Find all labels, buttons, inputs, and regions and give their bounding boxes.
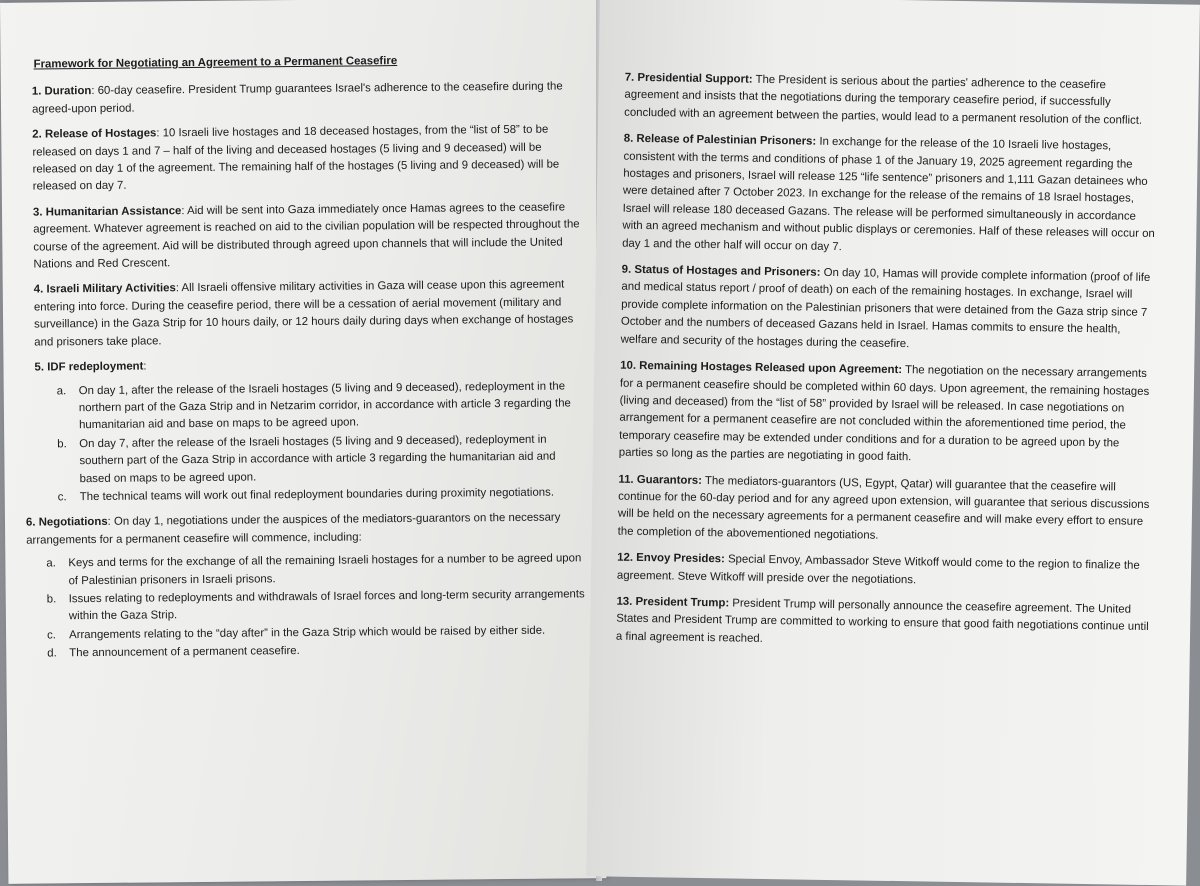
section-text: : 10 Israeli live hostages and 18 deceased hostages, from the “list of 58” to be released on days 1 and 7 – half of the living and deceased hostages (5 living and 9 deceased) will be released on day 1 of the agreement. The remaining half of the hostages (5 living and 9 deceased) will be released on day 7. bbox=[32, 123, 560, 194]
section-duration bbox=[22, 79, 585, 119]
section-text: : On day 1, negotiations under the auspices of the mediators-guarantors on the necessary arrangements for a permanent ceasefire will commence, including: bbox=[26, 511, 561, 547]
list-item bbox=[57, 378, 588, 435]
list-item bbox=[57, 431, 588, 488]
section-heading: 9. Status of Hostages and Prisoners: bbox=[621, 263, 821, 279]
section-envoy-presides bbox=[617, 550, 1151, 593]
list-text: Keys and terms for the exchange of all the remaining Israeli hostages for a number to be agreed upon of Palestinian prisoners in Israeli prisons. bbox=[68, 552, 582, 587]
section-heading: 4. Israeli Military Activities bbox=[33, 282, 176, 297]
list-text: The announcement of a permanent ceasefire. bbox=[69, 645, 300, 660]
section-text: : All Israeli offensive military activities in Gaza will cease upon this agreement entering into force. During the ceasefire period, there will be a cessation of aerial movement (military and surveillance) in the Gaza Strip for 10 hours daily, or 12 hours daily during days when exchange of hostages and prisoners take place. bbox=[33, 278, 574, 349]
section-text: The President is serious about the parties' adherence to the ceasefire agreement and insists that the negotiations during the temporary ceasefire period, if successfully concluded with an agreement between the parties, would lead to a permanent resolution of the conflict. bbox=[624, 73, 1143, 127]
section-presidential-support bbox=[624, 70, 1159, 131]
right-page bbox=[586, 0, 1200, 886]
section-text: : Aid will be sent into Gaza immediately once Hamas agrees to the ceasefire agreement. Whatever agreement is reached on aid to the civilian population will be respected throughout the course of the agreement. Aid will be distributed through agreed upon channels that will include the United Nations and Red Crescent. bbox=[33, 201, 580, 271]
list-item bbox=[58, 484, 589, 507]
section-text: On day 10, Hamas will provide complete information (proof of life and medical status report / proof of death) on each of the remaining hostages. In exchange, Israel will provide complete information on the Palestinian prisoners that were detained from the Gaza strip since 7 October and the numbers of deceased Gazans held in Israel. Hamas commits to ensure the health, welfare and security of the hostages during the ceasefire. bbox=[620, 266, 1151, 350]
section-heading: 7. Presidential Support: bbox=[624, 71, 753, 86]
section-idf-redeployment bbox=[24, 354, 588, 507]
section-release-of-palestinian-prisoners bbox=[622, 131, 1158, 261]
section-humanitarian-assistance bbox=[23, 199, 587, 274]
section-negotiations bbox=[26, 510, 590, 664]
section-status-of-hostages-and-prisoners bbox=[620, 262, 1155, 357]
redeployment-list bbox=[35, 378, 589, 507]
section-heading: 5. IDF redeployment bbox=[34, 360, 144, 374]
section-text: In exchange for the release of the 10 Israeli live hostages, consistent with the terms and conditions of phase 1 of the January 19, 2025 agreement regarding the hostages and prisoners, Israel will release 125 “life sentence” prisoners and 1,111 Gazan detainees who were detained after 7 October 2023. In exchange for the release of the remains of 18 Israel hostages, Israel will release 180 deceased Gazans. The release will be performed simultaneously in accordance with an agreed mechanism and without public displays or ceremonies. Half of these releases will occur on day 1 and the other half will occur on day 7. bbox=[622, 135, 1155, 253]
list-letter: c. bbox=[57, 491, 67, 504]
negotiations-list bbox=[26, 550, 590, 663]
list-text: On day 7, after the release of the Israeli hostages (5 living and 9 deceased), redeployment in southern part of the Gaza Strip in accordance with article 3 regarding the humanitarian aid and based on maps to be agreed upon. bbox=[79, 433, 556, 485]
list-letter: a. bbox=[56, 384, 67, 397]
list-text: Arrangements relating to the “day after” in the Gaza Strip which would be raised by either side. bbox=[69, 624, 546, 642]
list-letter: b. bbox=[46, 593, 57, 606]
document-title: Framework for Negotiating an Agreement to a Permanent Ceasefire bbox=[33, 55, 398, 71]
list-letter: a. bbox=[46, 557, 56, 570]
section-israeli-military-activities bbox=[24, 277, 588, 352]
list-letter: c. bbox=[47, 629, 57, 642]
section-release-of-hostages bbox=[22, 121, 586, 196]
list-text: On day 1, after the release of the Israeli hostages (5 living and 9 deceased), redeployment in the northern part of the Gaza Strip and in Netzarim corridor, in accordance with article 3 regarding the humanitarian aid and base on maps to be agreed upon. bbox=[78, 379, 571, 432]
section-text: Special Envoy, Ambassador Steve Witkoff would come to the region to finalize the agreement. Steve Witkoff will preside over the negotiations. bbox=[616, 553, 1140, 586]
section-guarantors bbox=[617, 471, 1152, 549]
section-heading: 6. Negotiations bbox=[25, 516, 108, 529]
section-president-trump bbox=[616, 594, 1151, 655]
section-heading: 2. Release of Hostages bbox=[32, 127, 157, 141]
section-heading: 8. Release of Palestinian Prisoners: bbox=[623, 132, 817, 148]
list-item bbox=[47, 586, 590, 626]
section-heading: 13. President Trump: bbox=[616, 595, 730, 610]
section-heading: 12. Envoy Presides: bbox=[617, 551, 725, 566]
section-text: : 60-day ceasefire. President Trump guarantees Israel's adherence to the ceasefire during the agreed-upon period. bbox=[31, 80, 563, 116]
section-remaining-hostages-released bbox=[619, 358, 1155, 471]
section-text: The mediators-guarantors (US, Egypt, Qatar) will guarantee that the ceasefire will continue for the 60-day period and for any agreed upon extension, will guarantee that serious discussions will be held on the necessary agreements for a permanent ceasefire and will make every effort to ensure the completion of the abovementioned negotiations. bbox=[617, 474, 1150, 542]
section-heading: 1. Duration bbox=[31, 85, 92, 98]
list-text: The technical teams will work out final redeployment boundaries during proximity negotiations. bbox=[79, 486, 555, 504]
section-heading: 3. Humanitarian Assistance bbox=[32, 204, 182, 219]
list-letter: b. bbox=[57, 437, 67, 451]
section-heading: 11. Guarantors: bbox=[618, 473, 703, 487]
section-text: President Trump will personally announce the ceasefire agreement. The United States and President Trump are committed to working to ensure that good faith negotiations continue until a final agreement is reached. bbox=[615, 597, 1149, 645]
section-heading: 10. Remaining Hostages Released upon Agreement: bbox=[620, 359, 903, 377]
section-text: : bbox=[143, 360, 147, 373]
section-text: The negotiation on the necessary arrangements for a permanent ceasefire should be completed within 60 days. Upon agreement, the remaining hostages (living and deceased) from the “list of 58” provided by Israel will be released. In case negotiations on arrangement for a permanent ceasefire are not concluded within the aforementioned time period, the temporary ceasefire may be extended under conditions and for a duration to be agreed upon by the parties so long as the parties are negotiating in good faith. bbox=[618, 364, 1150, 464]
list-text: Issues relating to redeployments and withdrawals of Israel forces and long-term security arrangements within the Gaza Strip. bbox=[68, 588, 585, 623]
list-item bbox=[46, 550, 589, 590]
list-letter: d. bbox=[47, 647, 57, 660]
